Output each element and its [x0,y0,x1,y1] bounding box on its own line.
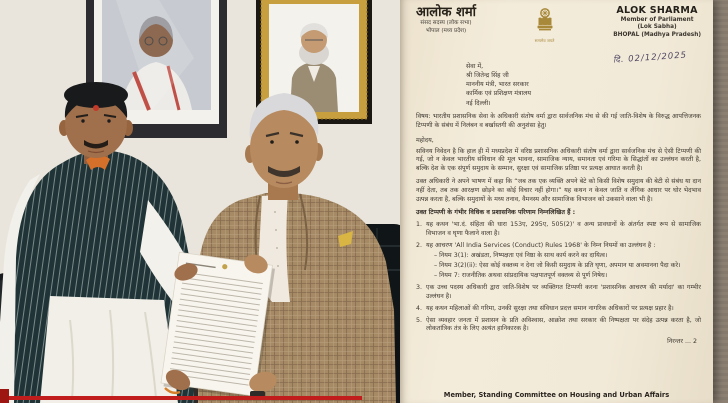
point-text: यह आचरण 'All India Services (Conduct) Rules 1968' के निम्न नियमों का उल्लंघन है : [426,241,656,249]
national-emblem [534,7,556,43]
point-sub-item: – नियम 7: राजनीतिक अथवा सांप्रदायिक पक्षपातपूर्ण वक्तव्य से पूर्ण निषेध। [434,271,608,279]
ashoka-emblem-icon [534,7,556,35]
addressee-line: सेवा में, [466,63,484,70]
mp-constituency-hindi: भोपाल (मध्य प्रदेश) [425,27,467,34]
letterhead-english-block [613,6,701,40]
addressee-line: श्री जितेन्द्र सिंह जी [466,72,509,80]
body-paragraph-2: उक्त अधिकारी ने अपने भाषण में कहा कि “जब तक एक व्यक्ति अपने बेटे को किसी विशेष समुदाय की बेटी से संबंध या दान नहीं देता, तब तक आरक्षण छोड़ने का कोई विचार नहीं होगा।” यह कथन न केवल जाति व लैंगिक आधार पर घोर भेदभाव उत्पन्न करता है, बल्कि समुदायों के मध्य तनाव, वैमनस्य और सामाजिक विभाजन को उकसाने वाला भी है। [416,178,701,204]
point-item [416,305,701,314]
point-item [416,284,701,302]
letter-paper [400,0,713,403]
point-item [416,242,701,281]
point-number: 4. [416,304,423,312]
point-sub-item: – नियम 3(2)(ii): ऐसा कोई वक्तव्य न देना जो किसी समुदाय के प्रति घृणा, अपमान या अवमानना पैदा करे। [434,261,681,269]
mp-constituency-english: BHOPAL (Madhya Pradesh) [613,31,701,38]
mp-title-english: Member of Parliament [620,16,694,23]
point-number: 5. [416,316,423,324]
point-sub-item: – नियम 3(1): अखंडता, निष्पक्षता एवं निष्ठा के साथ कार्य करने का दायित्व। [434,251,608,259]
mp-name-english: ALOK SHARMA [616,5,698,16]
addressee-line: माननीय मंत्री, भारत सरकार [466,81,529,89]
mp-title-hindi: संसद सदस्य (लोक सभा) [420,20,472,27]
point-text: ऐसा व्यवहार जनता में प्रशासन के प्रति अविश्वास, आक्रोश तथा सरकार की निष्पक्षता पर संदेह उत्पन्न करता है, जो लोकतांत्रिक तंत्र के लिए अत्यंत हानिकारक है। [426,316,701,333]
committee-footer: Member, Standing Committee on Housing and Urban Affairs [443,391,670,399]
emblem-motto: सत्यमेव जयते [534,38,555,43]
body-paragraph-1: सविनय निवेदन है कि हाल ही में मध्यप्रदेश में वरिष्ठ प्रशासनिक अधिकारी संतोष वर्मा द्वारा सार्वजनिक मंच से ऐसी टिप्पणी की गई, जो न केवल भारतीय संविधान की मूल भावना, सामाजिक न्याय, समानता एवं गरिमा के सिद्धांतों का उल्लंघन करती है, बल्कि देश के एक संपूर्ण समुदाय के सम्मान, सुरक्षा एवं सामाजिक प्रतिष्ठा पर प्रत्यक्ष आघात करती है। [416,147,701,173]
point-number: 2. [416,241,423,249]
point-number: 3. [416,283,423,291]
mp-name-hindi: आलोक शर्मा [416,5,476,20]
letterhead-hindi-block [416,6,476,35]
point-text: यह कथन 'भा.दं. संहिता की धारा 153ए, 295ए, 505(2)' व अन्य प्रावधानों के अंतर्गत स्पष्ट रूप से सामाजिक विभाजन व घृणा फैलाने वाला है। [426,221,701,237]
handwritten-date: दि. 02/12/2025 [612,50,688,66]
point-number: 1. [416,221,423,229]
addressee-line: नई दिल्ली। [466,99,491,107]
point-item [416,317,701,335]
mp-house-english: (Lok Sabha) [637,24,677,31]
consequences-heading: उक्त टिप्पणी के गंभीर विधिक व प्रशासनिक परिणाम निम्नलिखित हैं : [416,209,576,217]
continuation-marker: निरन्तर ... 2 [667,338,697,346]
point-text: यह कथन महिलाओं की गरिमा, उनकी सुरक्षा तथा संविधान प्रदत्त समान नागरिक अधिकारों पर प्रत्यक्ष प्रहार है। [426,304,674,312]
point-item [416,221,701,239]
point-text: एक उच्च पदस्थ अधिकारी द्वारा जाति-विशेष पर व्यक्तिगत टिप्पणी करना 'प्रशासनिक आचरण की मर्यादा' का गम्भीर उल्लंघन है। [426,283,701,300]
addressee-line: कार्मिक एवं प्रशिक्षण मंत्रालय [466,90,532,98]
subject-line: विषय: भारतीय प्रशासनिक सेवा के अधिकारी संतोष वर्मा द्वारा सार्वजनिक मंच से की गई जाति-विशेष के विरुद्ध आपत्तिजनक टिप्पणी के संबंध में निलंबन व बर्खास्तगी की अनुशंसा हेतु। [416,112,701,129]
letter-photo-pane [400,0,728,403]
addressee-block [466,62,701,108]
letterhead [416,6,701,50]
salutation: महोदय, [416,136,434,144]
